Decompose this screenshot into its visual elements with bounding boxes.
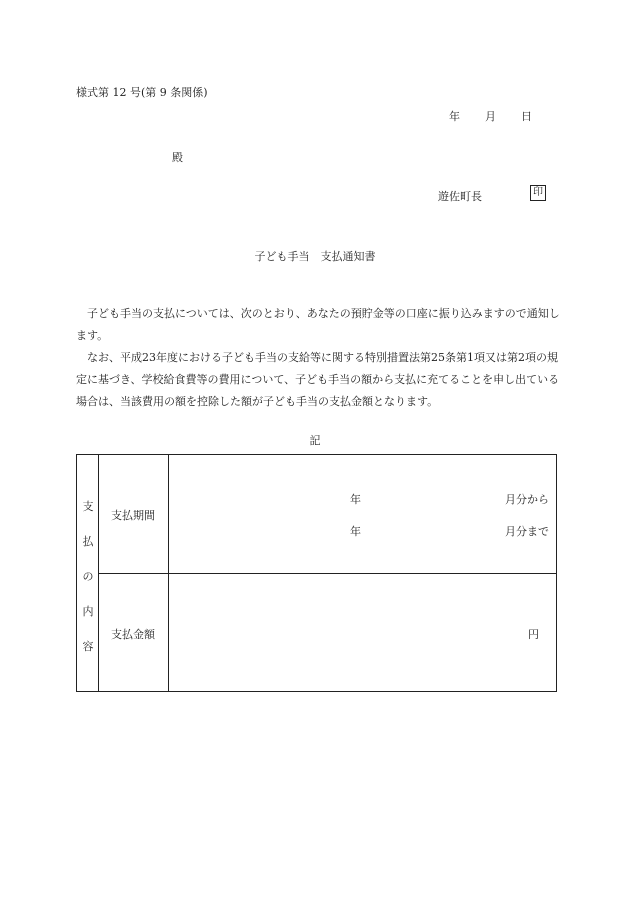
date-year: 年	[449, 110, 460, 123]
issuer-name: 遊佐町長	[438, 190, 482, 203]
paragraph-payment-notice	[76, 303, 560, 347]
form-number: 様式第 12 号(第 9 条関係)	[76, 86, 208, 99]
section-label-char: 容	[82, 640, 94, 653]
ki-heading: 記	[309, 434, 321, 447]
period-to-month: 月分まで	[505, 525, 549, 538]
section-label-char: 内	[82, 605, 94, 618]
period-label: 支払期間	[111, 509, 155, 522]
paragraph-deduction-note	[76, 347, 560, 413]
section-label-char: 支	[82, 500, 94, 513]
section-label-char: 払	[82, 535, 94, 548]
date-month: 月	[485, 110, 496, 123]
amount-unit: 円	[528, 628, 539, 641]
date-line	[449, 108, 532, 124]
payment-details-table	[76, 454, 557, 692]
paragraph-1-text: 子ども手当の支払については、次のとおり、あなたの預貯金等の口座に振り込みますので通知します。	[76, 307, 560, 342]
period-from-year: 年	[350, 493, 361, 506]
period-from-month: 月分から	[505, 493, 549, 506]
seal-mark: 印	[530, 185, 546, 201]
table-row-divider	[98, 573, 556, 574]
date-day: 日	[521, 110, 532, 123]
paragraph-2-text: なお、平成23年度における子ども手当の支給等に関する特別措置法第25条第1項又は第2項の規定に基づき、学校給食費等の費用について、子ども手当の額から支払に充てることを申し出ている場合は、当該費用の額を控除した額が子ども手当の支払金額となります。	[76, 351, 560, 408]
addressee-suffix: 殿	[172, 151, 183, 164]
document-title: 子ども手当 支払通知書	[254, 250, 376, 263]
section-label-char: の	[82, 570, 94, 583]
period-to-year: 年	[350, 525, 361, 538]
amount-label: 支払金額	[111, 628, 155, 641]
